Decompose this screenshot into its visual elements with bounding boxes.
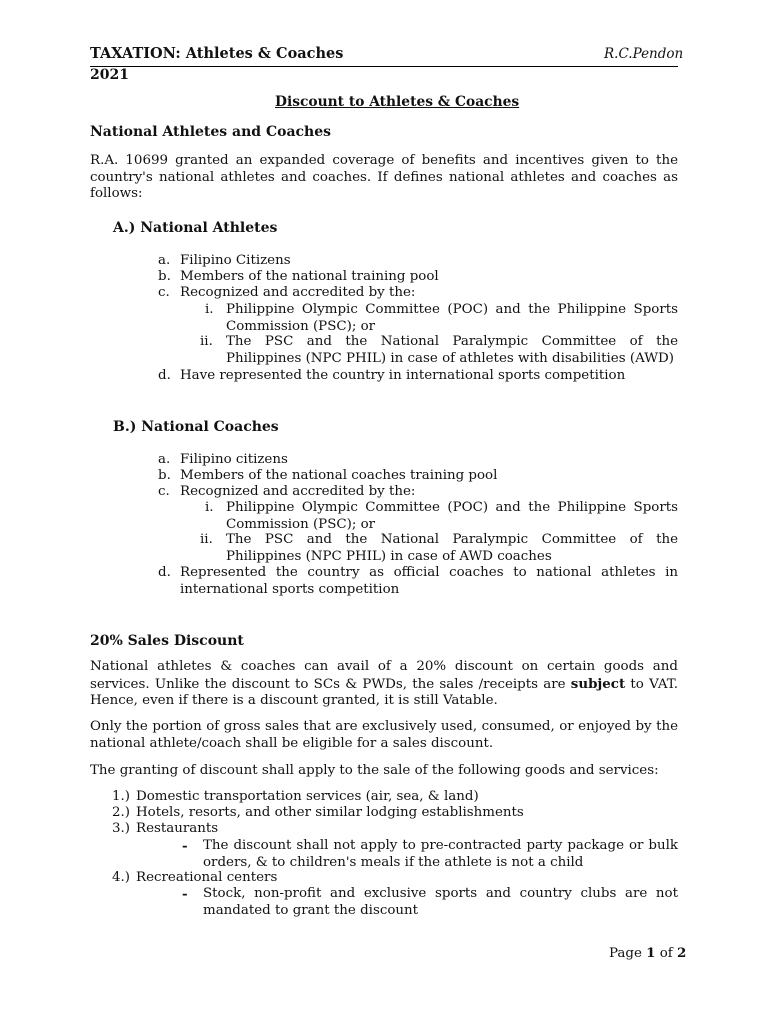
coaches-item-b: Members of the national coaches training pool (180, 468, 498, 483)
service-2-mark: 2.) (112, 805, 131, 820)
service-1: Domestic transportation services (air, sea, & land) (136, 789, 479, 804)
page-total: 2 (677, 945, 687, 961)
coaches-item-c-mark: c. (158, 484, 170, 499)
service-4-mark: 4.) (112, 870, 131, 885)
discount-paragraph-2: Only the portion of gross sales that are exclusively used, consumed, or enjoyed by the national athlete/coach shall be eligible for a sales discount. (90, 719, 678, 751)
coaches-sub-i-mark: i. (205, 500, 214, 515)
athletes-item-d: Have represented the country in international sports competition (180, 368, 626, 383)
coaches-item-a-mark: a. (158, 452, 171, 467)
header-rule (90, 66, 678, 67)
page-number: 1 (646, 945, 656, 961)
header-title: TAXATION: Athletes & Coaches (90, 45, 344, 62)
athletes-item-a-mark: a. (158, 253, 171, 268)
athletes-item-c-mark: c. (158, 285, 170, 300)
service-4-note: Stock, non-profit and exclusive sports and country clubs are not mandated to grant the discount (203, 886, 678, 918)
athletes-sub-i: Philippine Olympic Committee (POC) and the Philippine Sports Commission (PSC); or (226, 302, 678, 334)
section-heading-national: National Athletes and Coaches (90, 124, 332, 140)
coaches-item-b-mark: b. (158, 468, 171, 483)
service-3: Restaurants (136, 821, 219, 836)
athletes-item-c: Recognized and accredited by the: (180, 285, 416, 300)
intro-paragraph: R.A. 10699 granted an expanded coverage of benefits and incentives given to the country's national athletes and coaches. If defines national athletes and coaches as follows: (90, 153, 678, 201)
page-footer (609, 945, 686, 963)
service-3-note: The discount shall not apply to pre-contracted party package or bulk orders, & to children's meals if the athlete is not a child (203, 838, 678, 870)
coaches-item-c: Recognized and accredited by the: (180, 484, 416, 499)
service-4-dash: - (182, 886, 188, 902)
athletes-sub-i-mark: i. (205, 302, 214, 317)
service-4: Recreational centers (136, 870, 278, 885)
page-word: Page (609, 946, 642, 961)
athletes-item-d-mark: d. (158, 368, 171, 383)
coaches-sub-ii-mark: ii. (200, 532, 213, 547)
athletes-item-b-mark: b. (158, 269, 171, 284)
athletes-item-a: Filipino Citizens (180, 253, 291, 268)
discount-paragraph-1 (90, 659, 678, 710)
service-2: Hotels, resorts, and other similar lodging establishments (136, 805, 524, 820)
discount-p1-bold: subject (570, 675, 626, 692)
discount-heading: 20% Sales Discount (90, 633, 244, 649)
coaches-sub-i: Philippine Olympic Committee (POC) and the Philippine Sports Commission (PSC); or (226, 500, 678, 532)
discount-p1-start: National athletes & coaches can avail of a 20% discount on certain goods and services. Unlike the discount to SCs & PWDs, the sales /receipts are (90, 659, 678, 692)
athletes-heading: A.) National Athletes (113, 220, 278, 236)
coaches-heading: B.) National Coaches (113, 419, 279, 435)
header-year: 2021 (90, 67, 129, 83)
discount-paragraph-3: The granting of discount shall apply to the sale of the following goods and services: (90, 763, 659, 778)
service-3-mark: 3.) (112, 821, 131, 836)
coaches-sub-ii: The PSC and the National Paralympic Committee of the Philippines (NPC PHIL) in case of AWD coaches (226, 532, 678, 564)
athletes-sub-ii: The PSC and the National Paralympic Committee of the Philippines (NPC PHIL) in case of athletes with disabilities (AWD) (226, 334, 678, 366)
header-author: R.C.Pendon (604, 46, 684, 62)
doc-title: Discount to Athletes & Coaches (275, 94, 520, 110)
discount-p1-end: to VAT. Hence, even if there is a discount granted, it is still Vatable. (90, 676, 678, 708)
athletes-item-b: Members of the national training pool (180, 269, 439, 284)
service-1-mark: 1.) (112, 789, 131, 804)
coaches-item-d-mark: d. (158, 565, 171, 580)
service-3-dash: - (182, 838, 188, 854)
coaches-item-d: Represented the country as official coaches to national athletes in international sports competition (180, 565, 678, 597)
athletes-sub-ii-mark: ii. (200, 334, 213, 349)
coaches-item-a: Filipino citizens (180, 452, 288, 467)
of-word: of (659, 946, 673, 961)
